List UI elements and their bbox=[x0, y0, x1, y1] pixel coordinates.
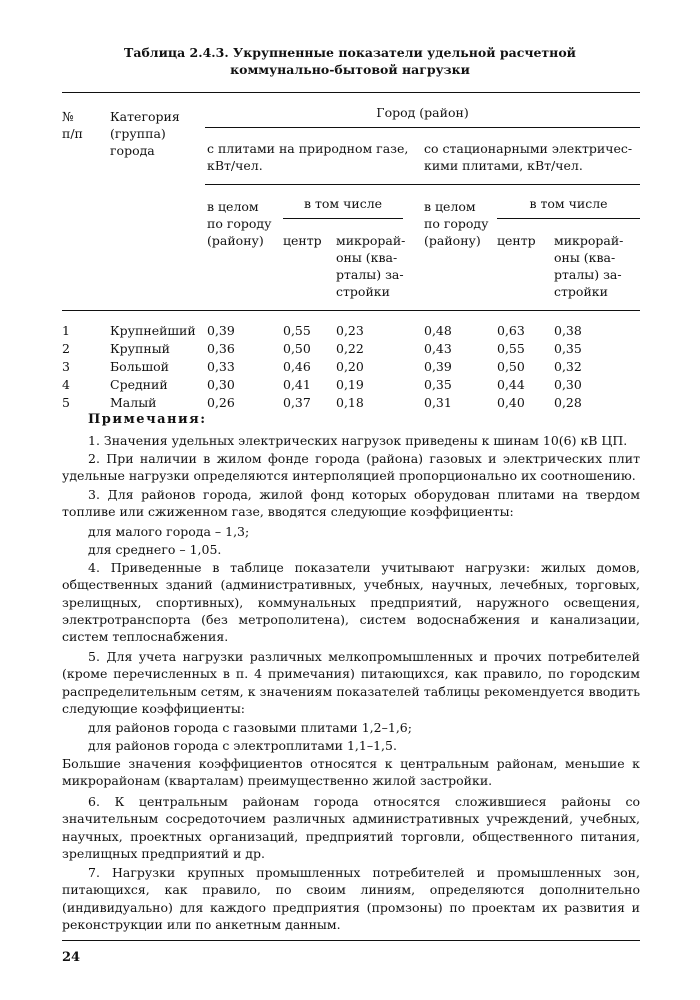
gas-including-rule bbox=[283, 218, 403, 219]
gas-micro-value: 0,22 bbox=[336, 341, 364, 356]
elec-micro-value: 0,32 bbox=[554, 359, 582, 374]
table-title-line2: коммунально-бытовой нагрузки bbox=[230, 62, 470, 77]
row-category: Малый bbox=[110, 395, 157, 410]
plate-type-rule bbox=[205, 184, 640, 185]
note-5-tail: Большие значения коэффициентов относятся к центральным районам, меньшие к микрорайонам (кварталам) преимущественно жилой застройки. bbox=[62, 756, 640, 789]
gas-total-value: 0,26 bbox=[207, 395, 235, 410]
note-7: 7. Нагрузки крупных промышленных потребителей и промышленных зон, питающихся, как правило, по своим линиям, определяются дополнительно (индивидуально) для каждого предприятия (промзоны) по проектам их развития и реконструкции или по анкетным данным. bbox=[62, 865, 640, 932]
note-5: 5. Для учета нагрузки различных мелкопромышленных и прочих потребителей (кроме перечисленных в п. 4 примечания) питающихся, как правило, по городским распределительным сетям, к значениям показателей таблицы рекомендуется вводить следующие коэффициенты: bbox=[62, 649, 640, 716]
note-3-medium-city: для среднего – 1,05. bbox=[88, 542, 222, 557]
note-5-electric: для районов города с электроплитами 1,1–1,5. bbox=[88, 738, 397, 753]
elec-center-value: 0,50 bbox=[497, 359, 525, 374]
note-6: 6. К центральным районам города относятся сложившиеся районы со значительным сосредоточием различных административных учреждений, учебных, научных, проектных организаций, предприятий торговли, общественного питания, зрелищных предприятий и др. bbox=[62, 794, 640, 861]
header-gas-center: центр bbox=[283, 233, 322, 248]
page-number: 24 bbox=[62, 950, 81, 965]
row-number: 2 bbox=[62, 341, 70, 356]
elec-center-value: 0,55 bbox=[497, 341, 525, 356]
elec-micro-value: 0,30 bbox=[554, 377, 582, 392]
gas-center-value: 0,50 bbox=[283, 341, 311, 356]
gas-center-value: 0,41 bbox=[283, 377, 311, 392]
header-gas-micro: микрорай- оны (ква- рталы) за- стройки bbox=[336, 233, 406, 299]
table-top-rule bbox=[62, 92, 640, 93]
header-gas-total: в целом по городу (району) bbox=[207, 199, 272, 248]
gas-center-value: 0,37 bbox=[283, 395, 311, 410]
note-1: 1. Значения удельных электрических нагрузок приведены к шинам 10(6) кВ ЦП. bbox=[88, 433, 628, 448]
row-number: 1 bbox=[62, 323, 70, 338]
row-number: 5 bbox=[62, 395, 70, 410]
header-gas-plates: с плитами на природном газе, кВт/чел. bbox=[207, 141, 409, 173]
note-3-small-city: для малого города – 1,3; bbox=[88, 524, 250, 539]
header-city: Город (район) bbox=[376, 105, 469, 120]
row-number: 3 bbox=[62, 359, 70, 374]
elec-micro-value: 0,28 bbox=[554, 395, 582, 410]
gas-total-value: 0,30 bbox=[207, 377, 235, 392]
row-number: 4 bbox=[62, 377, 70, 392]
gas-micro-value: 0,23 bbox=[336, 323, 364, 338]
elec-center-value: 0,44 bbox=[497, 377, 525, 392]
elec-total-value: 0,39 bbox=[424, 359, 452, 374]
row-category: Большой bbox=[110, 359, 169, 374]
city-header-rule bbox=[205, 127, 640, 128]
elec-micro-value: 0,35 bbox=[554, 341, 582, 356]
note-3: 3. Для районов города, жилой фонд которых оборудован плитами на твердом топливе или сжиженном газе, вводятся следующие коэффициенты: bbox=[62, 487, 640, 520]
header-elec-including: в том числе bbox=[529, 196, 608, 211]
gas-total-value: 0,36 bbox=[207, 341, 235, 356]
elec-total-value: 0,31 bbox=[424, 395, 452, 410]
row-category: Крупный bbox=[110, 341, 170, 356]
note-5-gas: для районов города с газовыми плитами 1,2–1,6; bbox=[88, 720, 412, 735]
footer-rule bbox=[62, 940, 640, 941]
gas-micro-value: 0,18 bbox=[336, 395, 364, 410]
elec-including-rule bbox=[497, 218, 640, 219]
note-4: 4. Приведенные в таблице показатели учитывают нагрузки: жилых домов, общественных зданий (административных, учебных, научных, лечебных, торговых, зрелищных, спортивных), коммунальных предприятий, наружного освещения, электротранспорта (без метрополитена), систем водоснабжения и канализации, систем теплоснабжения. bbox=[62, 560, 640, 645]
notes-heading: Примечания: bbox=[88, 412, 207, 427]
header-electric-plates: со стационарными электричес- кими плитами, кВт/чел. bbox=[424, 141, 633, 173]
header-gas-including: в том числе bbox=[303, 196, 383, 211]
gas-center-value: 0,46 bbox=[283, 359, 311, 374]
table-header-bottom-rule bbox=[62, 310, 640, 311]
gas-center-value: 0,55 bbox=[283, 323, 311, 338]
header-elec-micro: микрорай- оны (ква- рталы) за- стройки bbox=[554, 233, 624, 299]
header-category: Категория (группа) города bbox=[110, 109, 180, 158]
note-2: 2. При наличии в жилом фонде города (района) газовых и электрических плит удельные нагрузки определяются интерполяцией пропорционально их соотношению. bbox=[62, 451, 640, 484]
gas-micro-value: 0,19 bbox=[336, 377, 364, 392]
table-title-line1: Таблица 2.4.3. Укрупненные показатели удельной расчетной bbox=[124, 45, 576, 60]
elec-micro-value: 0,38 bbox=[554, 323, 582, 338]
elec-center-value: 0,63 bbox=[497, 323, 525, 338]
elec-total-value: 0,48 bbox=[424, 323, 452, 338]
elec-total-value: 0,35 bbox=[424, 377, 452, 392]
header-elec-total: в целом по городу (району) bbox=[424, 199, 489, 248]
elec-center-value: 0,40 bbox=[497, 395, 525, 410]
gas-micro-value: 0,20 bbox=[336, 359, 364, 374]
header-elec-center: центр bbox=[497, 233, 536, 248]
gas-total-value: 0,33 bbox=[207, 359, 235, 374]
elec-total-value: 0,43 bbox=[424, 341, 452, 356]
gas-total-value: 0,39 bbox=[207, 323, 235, 338]
header-number: № п/п bbox=[62, 109, 83, 141]
row-category: Средний bbox=[110, 377, 168, 392]
row-category: Крупнейший bbox=[110, 323, 196, 338]
table-title bbox=[60, 44, 640, 78]
